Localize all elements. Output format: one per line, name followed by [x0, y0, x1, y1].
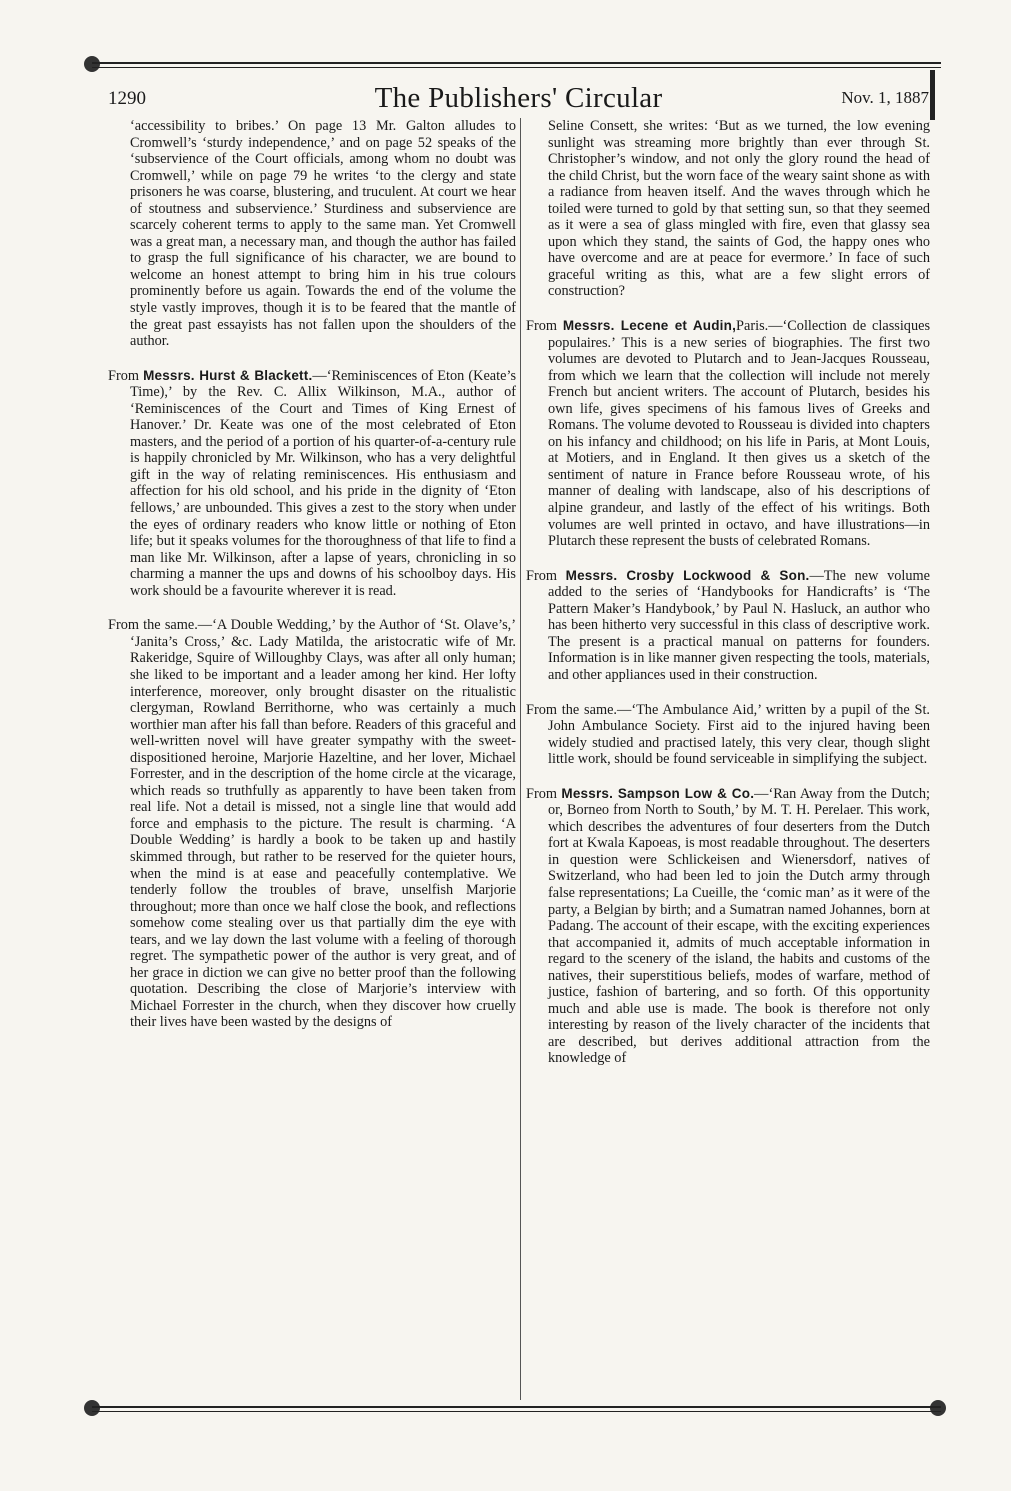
left-column	[108, 118, 516, 1031]
entry-text: —‘Reminiscences of Eton (Keate’s Time),’ by the Rev. C. Allix Wilkinson, M.A., author of ‘Reminiscences of the Court and Times of King Ernest of Hanover.’ Dr. Keate was one of the most celebrated of Eton masters, and the period of a portion of his quarter-of-a-century rule is happily chronicled by Mr. Wilkinson, who has a very delightful gift in the way of relating reminiscences. His enthusiasm and affection for his old school, and his pride in the dignity of ‘Eton fellows,’ are unbounded. This gives a zest to the story when under the eyes of ordinary readers who know little or nothing of Eton life; but it speaks volumes for the thoroughness of that life to find a man like Mr. Wilkinson, after a lapse of years, chronicling in so charming a manner the ups and downs of his schoolboy days. His work should be a favourite wherever it is read.	[130, 367, 517, 599]
review-entry-crosby-lockwood	[526, 568, 930, 684]
review-entry-double-wedding	[108, 617, 516, 1031]
review-entry-hurst-blackett	[108, 368, 516, 600]
bottom-rule	[92, 1406, 941, 1408]
edge-bar	[930, 70, 935, 120]
entry-prefix: From the same.	[526, 701, 618, 718]
publisher-name: Messrs. Sampson Low & Co.	[561, 785, 755, 801]
entry-prefix: From	[526, 785, 562, 802]
issue-date: Nov. 1, 1887	[841, 88, 929, 107]
page-number: 1290	[108, 88, 146, 109]
page-header	[108, 78, 929, 118]
publisher-name: Messrs. Lecene et Audin,	[562, 318, 737, 334]
top-rule	[92, 62, 941, 64]
corner-ornament-icon	[84, 56, 100, 72]
entry-text: —‘The Ambulance Aid,’ written by a pupil of the St. John Ambulance Society. First aid to the injured having been widely studied and practised lately, this very clear, though slight little work, should be found serviceable in simplifying the subject.	[548, 701, 930, 768]
entry-text: —The new volume added to the series of ‘Handybooks for Handicrafts’ is ‘The Pattern Maker’s Handybook,’ by Paul N. Hasluck, an author who has been hitherto very successful in this class of descriptive work. The present is a practical manual on patterns for founders. Information is in like manner given respecting the tools, materials, and other appliances used in their construction.	[548, 567, 931, 683]
right-column	[526, 118, 930, 1067]
entry-prefix: From the same.	[108, 617, 198, 634]
entry-text: Paris.—‘Collection de classiques populaires.’ This is a new series of biographies. The first two volumes are devoted to Plutarch and to Jean-Jacques Rousseau, from which we learn that the collection will include not merely French but ancient writers. The account of Plutarch, besides his own life, gives specimens of his famous lives of Greeks and Romans. The volume devoted to Rousseau is divided into chapters on his infancy and childhood; on his life in Paris, at Mont Louis, at Motiers, and in England. It then gives us a sketch of the sentiment of nature in France before Rousseau wrote, of his manner of dealing with landscape, also of his descriptions of alpine grandeur, and lastly of the effect of his writings. Both volumes are well printed in octavo, and have illustrations—in Plutarch these represent the busts of celebrated Romans.	[548, 318, 931, 550]
review-entry-ambulance-aid	[526, 702, 930, 768]
bottom-rule-thin	[92, 1411, 941, 1412]
entry-prefix: From	[108, 367, 144, 384]
entry-text: —‘A Double Wedding,’ by the Author of ‘St. Olave’s,’ ‘Janita’s Cross,’ &c. Lady Matilda, the aristocratic wife of Mr. Rakeridge, Squire of Willoughby Clays, was after all only human; she liked to be important and a leader among her kind. Her lofty interference, moreover, only brought disaster on the ritualistic clergyman, Rowland Berrithorne, who was certainly a much worthier man after his fall than before. Readers of this graceful and well-written novel will have greater sympathy with the sweet-dispositioned heroine, Marjorie Hazeltine, and her lover, Michael Forrester, and in the description of the home circle at the vicarage, which reads so truthfully as apparently to have been taken from real life. Not a detail is missed, not a single line that would add force and emphasis to the picture. The result is charming. ‘A Double Wedding’ is hardly a book to be taken up and hastily skimmed through, but rather to be reserved for the quieter hours, when the mind is at ease and peacefully contemplative. We tenderly follow the troubles of brave, unselfish Marjorie throughout; more than once we half close the book, and reflections somehow come stealing over us that partially dim the eye with tears, and we lay down the last volume with a feeling of thorough regret. The sympathetic power of the author is very great, and of her grace in diction we can give no better proof than the following quotation. Describing the close of Marjorie’s interview with Michael Forrester in the church, when they discover how cruelly their lives have been wasted by the designs of	[130, 617, 516, 1031]
publisher-name: Messrs. Hurst & Blackett.	[143, 367, 313, 383]
right-continuation-paragraph: Seline Consett, she writes: ‘But as we turned, the low evening sunlight was streaming more brightly than ever through St. Christopher’s window, and not only the glory round the head of the child Christ, but the worn face of the weary saint shone as with a radiance from heaven itself. And the waves through which he toiled were turned to gold by that setting sun, so that they seemed as it were a sea of glass mingled with fire, even that glassy sea upon which they stand, the saints of God, the happy ones who have overcome and are at peace for evermore.’ In face of such graceful writing as this, what are a few slight errors of construction?	[548, 118, 930, 300]
review-entry-lecene-audin	[526, 318, 930, 550]
entry-prefix: From	[526, 318, 563, 335]
corner-ornament-icon	[84, 1400, 100, 1416]
entry-prefix: From	[526, 567, 566, 584]
entry-text: —‘Ran Away from the Dutch; or, Borneo from North to South,’ by M. T. H. Perelaer. This work, which describes the adventures of four deserters from the Dutch fort at Kwala Kapoeas, is most readable throughout. The deserters in question were Schlickeisen and Wienersdorf, natives of Switzerland, who had been led to join the Dutch army through false representations; La Cueille, the ‘comic man’ as it were of the party, a Belgian by birth; and a Sumatran named Johannes, born at Padang. The account of their escape, with the exciting experiences that accompanied it, admits of much acceptable information in regard to the scenery of the island, the habits and customs of the natives, their superstitious beliefs, modes of warfare, method of justice, fashion of bartering, and so forth. Of this opportunity much and able use is made. The book is therefore not only interesting by reason of the lively character of the incidents that are described, but derives additional attraction from the knowledge of	[548, 785, 930, 1067]
page-title: The Publishers' Circular	[374, 82, 663, 114]
column-divider	[520, 118, 521, 1400]
corner-ornament-icon	[930, 1400, 946, 1416]
top-rule-thin	[92, 67, 941, 68]
left-continuation-paragraph: ‘accessibility to bribes.’ On page 13 Mr. Galton alludes to Cromwell’s ‘sturdy independence,’ and on page 52 speaks of the ‘subservience of the Court officials, among whom no doubt was Cromwell,’ while on page 79 he writes ‘to the clergy and state prisoners he was coarse, blustering, and truculent. At court we hear of stoutness and subservience.’ Sturdiness and subservience are scarcely coherent terms to apply to the same man. Yet Cromwell was a great man, a necessary man, and though the author has failed to grasp the full significance of his character, we are bound to welcome an honest attempt to bring him in his true colours prominently before us again. Towards the end of the volume the style vastly improves, though it is to be feared that the mantle of the great past essayists has not fallen upon the shoulders of the author.	[130, 118, 516, 350]
review-entry-sampson-low	[526, 786, 930, 1067]
publisher-name: Messrs. Crosby Lockwood & Son.	[565, 567, 810, 583]
